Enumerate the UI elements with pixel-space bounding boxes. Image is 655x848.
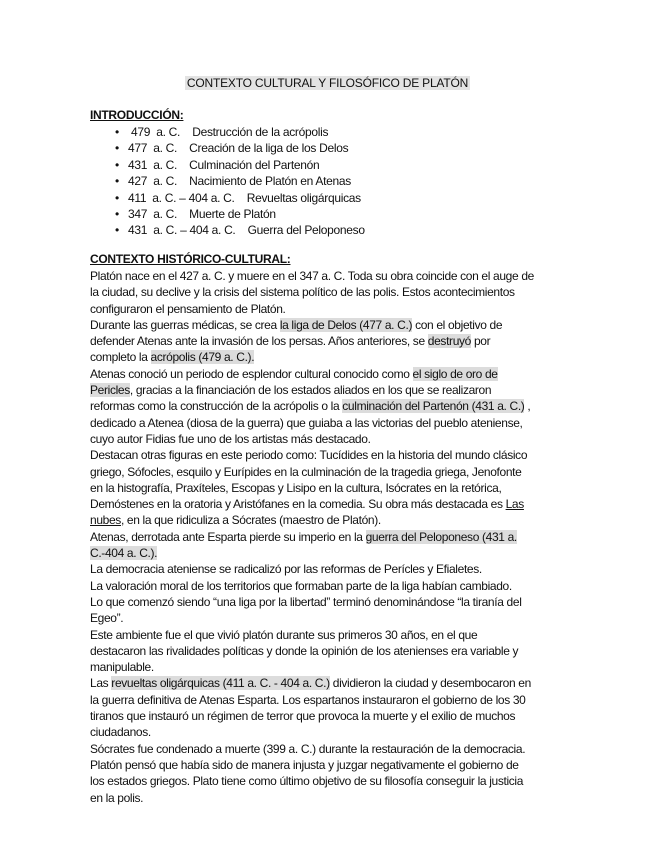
highlight: acrópolis (479 a. C.).	[150, 350, 255, 365]
paragraph: Lo que comenzó siendo “una liga por la libertad” terminó denominándose “la tiranía del Egeo”.	[90, 594, 522, 626]
document-title: CONTEXTO CULTURAL Y FILOSÓFICO DE PLATÓN	[186, 76, 469, 90]
context-heading: CONTEXTO HISTÓRICO-CULTURAL:	[90, 252, 291, 266]
paragraph: Este ambiente fue el que vivió platón durante sus primeros 30 años, en el que destacaron las rivalidades políticas y donde la opinión de los atenienses era variable y manipulable.	[90, 627, 519, 675]
timeline-list	[115, 124, 365, 239]
highlight: destruyó	[427, 334, 471, 349]
highlight: la liga de Delos (477 a. C.)	[279, 317, 413, 332]
list-item: • 347 a. C. Muerte de Platón	[115, 206, 365, 222]
highlight: culminación del Partenón (431 a. C.)	[342, 399, 525, 414]
paragraph: Durante las guerras médicas, se crea la liga de Delos (477 a. C.) con el objetivo de defender Atenas ante la invasión de los persas. Años anteriores, se destruyó por completo la acrópolis (479 a. C.).	[90, 317, 503, 365]
paragraph: Atenas conoció un periodo de esplendor cultural conocido como el siglo de oro de Pericles, gracias a la financiación de los estados aliados en los que se realizaron reformas como la construcción de la acrópolis o la culminación del Partenón (431 a. C.) , dedicado a Atenea (diosa de la guerra) que guiaba a las victorias del pueblo ateniense, cuyo autor Fidias fue uno de los artistas más destacado.	[90, 366, 531, 446]
highlight: revueltas oligárquicas (411 a. C. - 404 a. C.)	[111, 676, 330, 691]
context-body	[90, 268, 535, 806]
intro-heading: INTRODUCCIÓN:	[90, 108, 184, 122]
list-item: • 411 a. C. – 404 a. C. Revueltas oligárquicas	[115, 190, 365, 206]
paragraph: Sócrates fue condenado a muerte (399 a. C.) durante la restauración de la democracia.	[90, 741, 526, 756]
highlight: guerra del Peloponeso (431 a. C.-404 a. C.).	[90, 529, 517, 561]
paragraph: Destacan otras figuras en este periodo como: Tucídides en la historia del mundo clásico griego, Sófocles, esquilo y Eurípides en la culminación de la tragedia griega, Jenofonte en la histografía, Praxíteles, Escopas y Lisipo en la cultura, Isócrates en la retórica, Demóstenes en la oratoria y Aristófanes en la comedia. Su obra más destacada es Las nubes, en la que ridiculiza a Sócrates (maestro de Platón).	[90, 448, 528, 528]
paragraph: La democracia ateniense se radicalizó por las reformas de Perícles y Efialetes.	[90, 562, 482, 577]
list-item: • 431 a. C. Culminación del Partenón	[115, 157, 365, 173]
paragraph: Platón nace en el 427 a. C. y muere en el 347 a. C. Toda su obra coincide con el auge de la ciudad, su declive y la crisis del sistema político de las polis. Estos acontecimientos configuraron el pensamiento de Platón.	[90, 269, 534, 316]
list-item: • 431 a. C. – 404 a. C. Guerra del Peloponeso	[115, 222, 365, 238]
list-item: • 477 a. C. Creación de la liga de los Delos	[115, 140, 365, 156]
highlight: el siglo de oro de Pericles	[90, 366, 498, 398]
work-title: Las nubes	[90, 497, 524, 528]
list-item: • 479 a. C. Destrucción de la acrópolis	[115, 124, 365, 140]
list-item: • 427 a. C. Nacimiento de Platón en Atenas	[115, 173, 365, 189]
paragraph: Platón pensó que había sido de manera injusta y juzgar negativamente el gobierno de los estados griegos. Plato tiene como último objetivo de su filosofía conseguir la justicia en la polis.	[90, 757, 524, 805]
paragraph: Atenas, derrotada ante Esparta pierde su imperio en la guerra del Peloponeso (431 a. C.-404 a. C.).	[90, 529, 517, 561]
paragraph: La valoración moral de los territorios que formaban parte de la liga habían cambiado.	[90, 578, 512, 593]
paragraph: Las revueltas oligárquicas (411 a. C. - 404 a. C.) dividieron la ciudad y desembocaron en la guerra definitiva de Atenas Esparta. Los espartanos instauraron el gobierno de los 30 tiranos que instauró un régimen de terror que provoca la muerte y el exilio de muchos ciudadanos.	[90, 676, 531, 740]
